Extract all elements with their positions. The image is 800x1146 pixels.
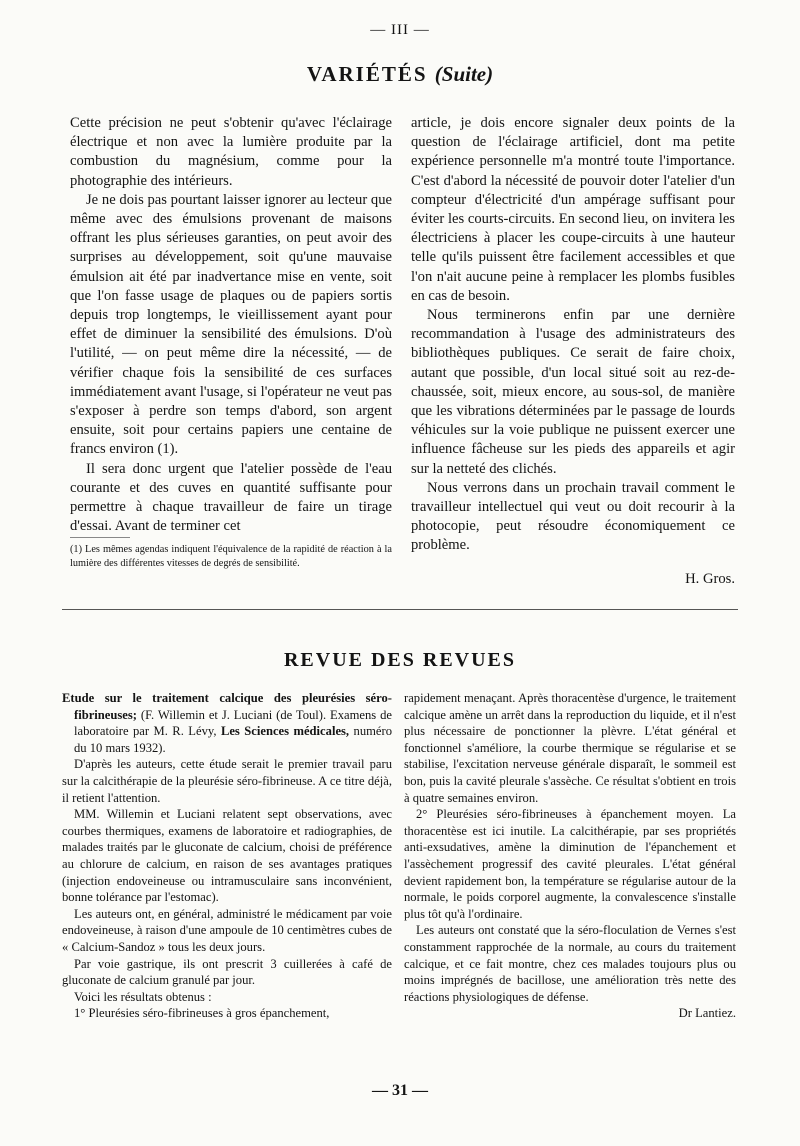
paragraph: Je ne dois pas pourtant laisser ignorer au lecteur que même avec des émulsions provenant de maisons offrant les plus sérieuses garanties, on peut avoir des surprises au développement, soit qu'une mauvaise émulsion ait été par inadvertance mise en vente, soit que l'on fasse usage de plaques ou de papiers sortis depuis trop longtemps, le vieillissement ayant pour effet de diminuer la sensibilité des émulsions. D'où l'utilité, — on peut même dire la nécessité, — de vérifier chaque fois la sensibilité de ces surfaces immédiatement avant l'usage, si l'opérateur ne veut pas s'exposer à perdre son temps d'abord, son argent ensuite, soit pour certains papiers une centaine de francs environ (1). bbox=[70, 191, 392, 458]
article-authors: (F. Willemin et J. Luciani (de Toul). Examens de laboratoire par M. R. Lévy, bbox=[74, 707, 392, 739]
revue-title: REVUE DES REVUES bbox=[283, 649, 517, 671]
paragraph: Les auteurs ont, en général, administré le médicament par voie endoveineuse, à raison d'une ampoule de 10 centimètres cubes de « Calcium-Sandoz » tous les deux jours. bbox=[62, 906, 392, 954]
varietes-title bbox=[0, 62, 800, 87]
paragraph: Cette précision ne peut s'obtenir qu'avec l'éclairage électrique et non avec la lumière produite par la combustion du magnésium, comme pour la photographie des intérieurs. bbox=[70, 115, 392, 189]
paragraph: article, je dois encore signaler deux points de la question de l'éclairage artificiel, dont ma petite expérience personnelle m'a montré toute l'importance. C'est d'abord la nécessité de pouvoir doter l'atelier d'un compteur d'électricité d'un ampérage suffisant pour éviter les courts-circuits. En second lieu, on invitera les électriciens à placer les coupe-circuits à une hauteur telle qu'ils puissent être facilement accessibles et que l'on n'ait aucune peine à remplacer les plombs fusibles en cas de besoin. bbox=[411, 115, 735, 304]
paragraph: Nous verrons dans un prochain travail comment le travailleur intellectuel qui veut ou doit recourir à la photocopie, peut résoudre économiquement ce problème. bbox=[411, 479, 735, 554]
paragraph: Nous terminerons enfin par une dernière recommandation à l'usage des administrateurs des bibliothèques publiques. Ce serait de faire choix, autant que possible, d'un local situé soit au rez-de-chaussée, soit, mieux encore, au sous-sol, de manière que les vibrations déterminées par le passage de lourds véhicules sur la voie publique ne puissent exercer une influence fâcheuse sur les pieds des appareils et agir sur la netteté des clichés. bbox=[411, 307, 735, 477]
journal-name: Les Sciences médicales, bbox=[220, 724, 350, 739]
paragraph: 2° Pleurésies séro-fibrineuses à épanchement moyen. La thoracentèse est ici inutile. La calcithérapie, par ses propriétés anti-exsudatives, amène la diminution de l'épanchement et l'assèchement progressif des cavité pleurales. L'état général devient rapidement bon, la température se régularise autour de la normale, le poids corporel augmente, la convalescence s'installe plus tôt qu'à l'ordinaire. bbox=[404, 807, 736, 921]
varietes-title-suite: (Suite) bbox=[434, 62, 494, 86]
article-heading bbox=[62, 690, 392, 756]
varietes-column-right bbox=[411, 114, 735, 556]
footnote-rule bbox=[70, 537, 130, 538]
varietes-column-left bbox=[70, 114, 392, 536]
paragraph: Il sera donc urgent que l'atelier possède de l'eau courante et des cuves en quantité suffisante pour permettre à chaque travailleur de faire un tirage d'essai. Avant de terminer cet bbox=[70, 460, 392, 535]
section-divider bbox=[62, 609, 738, 610]
paragraph: Les auteurs ont constaté que la séro-floculation de Vernes s'est constamment rapprochée de la normale, au cours du traitement calcique, et ce fait montre, chez ces malades toujours plus ou moins imprégnés de bacillose, une amélioration très nette des réactions physiologiques de défense. bbox=[404, 923, 736, 1004]
bottom-page-number: — 31 — bbox=[372, 1082, 428, 1099]
revue-column-right bbox=[404, 690, 736, 1022]
reviewer-signature: Dr Lantiez. bbox=[678, 1006, 736, 1021]
paragraph: 1° Pleurésies séro-fibrineuses à gros épanchement, bbox=[74, 1006, 330, 1021]
varietes-title-main: VARIÉTÉS bbox=[306, 62, 428, 86]
journal-issue: numéro du 10 mars 1932). bbox=[74, 724, 393, 755]
paragraph: rapidement menaçant. Après thoracentèse d'urgence, le traitement calcique amène un arrêt dans la reproduction du liquide, et il n'est plus nécessaire de ponctionner la plèvre. L'état général et fonctionnel s'améliore, la courbe thermique se régularise et se stabilise, l'excitation nerveuse générale disparaît, le sommeil est bon, puis la cavité pleurale s'assèche. Ce résultat s'obtient en trois à quatre semaines environ. bbox=[404, 691, 736, 805]
author-signature: H. Gros. bbox=[685, 571, 735, 587]
top-page-number: — III — bbox=[370, 22, 430, 38]
revue-column-left bbox=[62, 690, 392, 1022]
footnote: (1) Les mêmes agendas indiquent l'équivalence de la rapidité de réaction à la lumière des différentes vitesses de degrés de sensibilité. bbox=[70, 544, 392, 569]
paragraph: Voici les résultats obtenus : bbox=[74, 989, 212, 1004]
article-title: Etude sur le traitement calcique des pleurésies séro-fibrineuses; bbox=[62, 691, 392, 722]
paragraph: Par voie gastrique, ils ont prescrit 3 cuillerées à café de gluconate de calcium granulé par jour. bbox=[62, 956, 392, 988]
paragraph: D'après les auteurs, cette étude serait le premier travail paru sur la calcithérapie de la pleurésie séro-fibrineuse. A ce titre déjà, il retient l'attention. bbox=[62, 757, 392, 805]
paragraph: MM. Willemin et Luciani relatent sept observations, avec courbes thermiques, examens de laboratoire et radiographies, de malades traités par le gluconate de calcium, choisi de préférence au chlorure de calcium, en raison de ses avantages pratiques (injection endoveineuse ou intramusculaire sans inconvénient, bonne tolérance par l'estomac). bbox=[62, 807, 392, 905]
